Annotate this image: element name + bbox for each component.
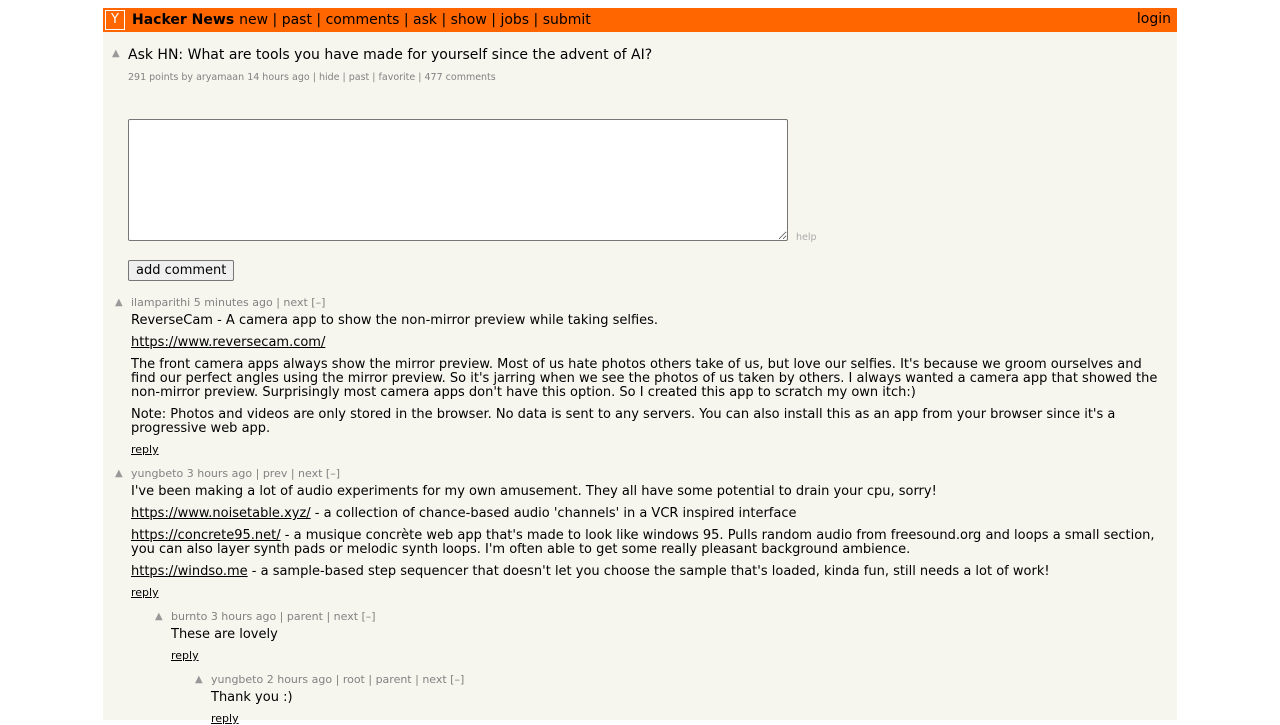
comment-paragraph: https://windso.me - a sample-based step sequencer that doesn't let you choose the sample that's loaded, kinda fun, still needs a lot of work! (131, 564, 1050, 579)
y-logo-icon[interactable]: Y (105, 10, 125, 30)
comment-reply (211, 712, 1163, 725)
story-age-link[interactable]: 14 hours ago (247, 72, 310, 83)
comment-link[interactable]: https://windso.me (131, 564, 248, 579)
comment-upvote-icon[interactable]: ▲ (195, 674, 203, 685)
comment-user-link[interactable]: yungbeto (131, 467, 184, 480)
comment-upvote-icon[interactable]: ▲ (155, 611, 163, 622)
nav-new[interactable]: new (239, 12, 269, 28)
nav-past[interactable]: past (281, 12, 312, 28)
comment-body (131, 314, 1163, 436)
comment-age-link[interactable]: 5 minutes ago (193, 296, 273, 309)
page-container (103, 8, 1177, 725)
site-name-link[interactable]: Hacker News (132, 12, 235, 28)
story-title[interactable]: Ask HN: What are tools you have made for yourself since the advent of AI? (128, 47, 653, 63)
comment-age-link[interactable]: 3 hours ago (210, 610, 277, 623)
upvote-arrow-icon[interactable]: ▲ (112, 48, 120, 59)
comment-nav-links[interactable]: prev | next [–] (262, 467, 341, 480)
comment-nav-links[interactable]: next [–] (283, 296, 326, 309)
nav-links: new | past | comments | ask | show | jobs | submit (239, 12, 591, 28)
nav-show[interactable]: show (450, 12, 487, 28)
comment-paragraph: Note: Photos and videos are only stored in the browser. No data is sent to any servers. You can also install this as an app from your browser since it's a progressive web app. (131, 407, 1116, 436)
reply-link[interactable]: reply (171, 649, 199, 662)
story-points: 291 points (128, 72, 179, 83)
nav-ask[interactable]: ask (413, 12, 438, 28)
nav-submit[interactable]: submit (542, 12, 591, 28)
comment (195, 672, 1163, 725)
top-nav-bar (103, 8, 1177, 32)
reply-link[interactable]: reply (131, 443, 159, 456)
comment-header: yungbeto 2 hours ago | root | parent | next [–] (211, 673, 465, 686)
comment-age-link[interactable]: 3 hours ago (186, 467, 253, 480)
comment-textarea[interactable] (128, 119, 788, 241)
comment-body (211, 691, 1163, 705)
story-by: by (181, 72, 194, 83)
comment-paragraph: These are lovely (171, 627, 278, 642)
past-link[interactable]: past (348, 72, 370, 83)
comment-header: yungbeto 3 hours ago | prev | next [–] (131, 467, 341, 480)
comment-paragraph (131, 336, 1163, 350)
help-link[interactable]: help (796, 232, 817, 243)
comment (115, 295, 1163, 456)
comment-paragraph: ReverseCam - A camera app to show the non-mirror preview while taking selfies. (131, 313, 659, 328)
comment-reply (131, 586, 1163, 599)
add-comment-button[interactable]: add comment (128, 260, 234, 281)
login-link[interactable]: login (1136, 11, 1171, 27)
nav-comments[interactable]: comments (325, 12, 400, 28)
comment-reply (131, 443, 1163, 456)
comment-header: burnto 3 hours ago | parent | next [–] (171, 610, 376, 623)
story-section (103, 32, 1177, 282)
comment-link[interactable]: https://www.noisetable.xyz/ (131, 506, 311, 521)
nav-jobs[interactable]: jobs (500, 12, 530, 28)
comment-user-link[interactable]: yungbeto (211, 673, 264, 686)
comments-count-link[interactable]: 477 comments (424, 72, 496, 83)
comment-body (131, 485, 1163, 579)
favorite-link[interactable]: favorite (378, 72, 416, 83)
comment-nav-links[interactable]: parent | next [–] (286, 610, 376, 623)
comment-nav-links[interactable]: root | parent | next [–] (342, 673, 465, 686)
comment-upvote-icon[interactable]: ▲ (115, 297, 123, 308)
comment-paragraph: https://www.noisetable.xyz/ - a collection of chance-based audio 'channels' in a VCR inspired interface (131, 506, 797, 521)
story-user-link[interactable]: aryamaan (196, 72, 245, 83)
comment-paragraph: Thank you :) (211, 690, 293, 705)
comment-paragraph: The front camera apps always show the mirror preview. Most of us hate photos others take of us, but love our selfies. It's because we groom ourselves and find our perfect angles using the mirror preview. So it's jarring when we see the photos of us taken by others. I always wanted a camera app that showed the non-mirror preview. Surprisingly most camera apps don't have this option. So I created this app to scratch my own itch:) (131, 357, 1158, 400)
reply-link[interactable]: reply (131, 586, 159, 599)
reply-link[interactable]: reply (211, 712, 239, 725)
comment-user-link[interactable]: burnto (171, 610, 208, 623)
comment-upvote-icon[interactable]: ▲ (115, 468, 123, 479)
comment (115, 466, 1163, 599)
comment-header: ilamparithi 5 minutes ago | next [–] (131, 296, 326, 309)
comment-age-link[interactable]: 2 hours ago (266, 673, 333, 686)
story-subtext: 291 points by aryamaan 14 hours ago | hide | past | favorite | 477 comments (128, 72, 496, 83)
comment-paragraph: I've been making a lot of audio experiments for my own amusement. They all have some potential to drain your cpu, sorry! (131, 484, 937, 499)
comment-user-link[interactable]: ilamparithi (131, 296, 191, 309)
comment-reply (171, 649, 1163, 662)
comment-body (171, 628, 1163, 642)
comment-link[interactable]: https://concrete95.net/ (131, 528, 281, 543)
hide-link[interactable]: hide (318, 72, 340, 83)
comment-link[interactable]: https://www.reversecam.com/ (131, 335, 326, 350)
comment (155, 609, 1163, 662)
comment-paragraph: https://concrete95.net/ - a musique concrète web app that's made to look like windows 95. Pulls random audio from freesound.org and loops a small section, you can also layer synth pads or melodic synth loops. I'm often able to get some really pleasant background ambience. (131, 528, 1155, 557)
